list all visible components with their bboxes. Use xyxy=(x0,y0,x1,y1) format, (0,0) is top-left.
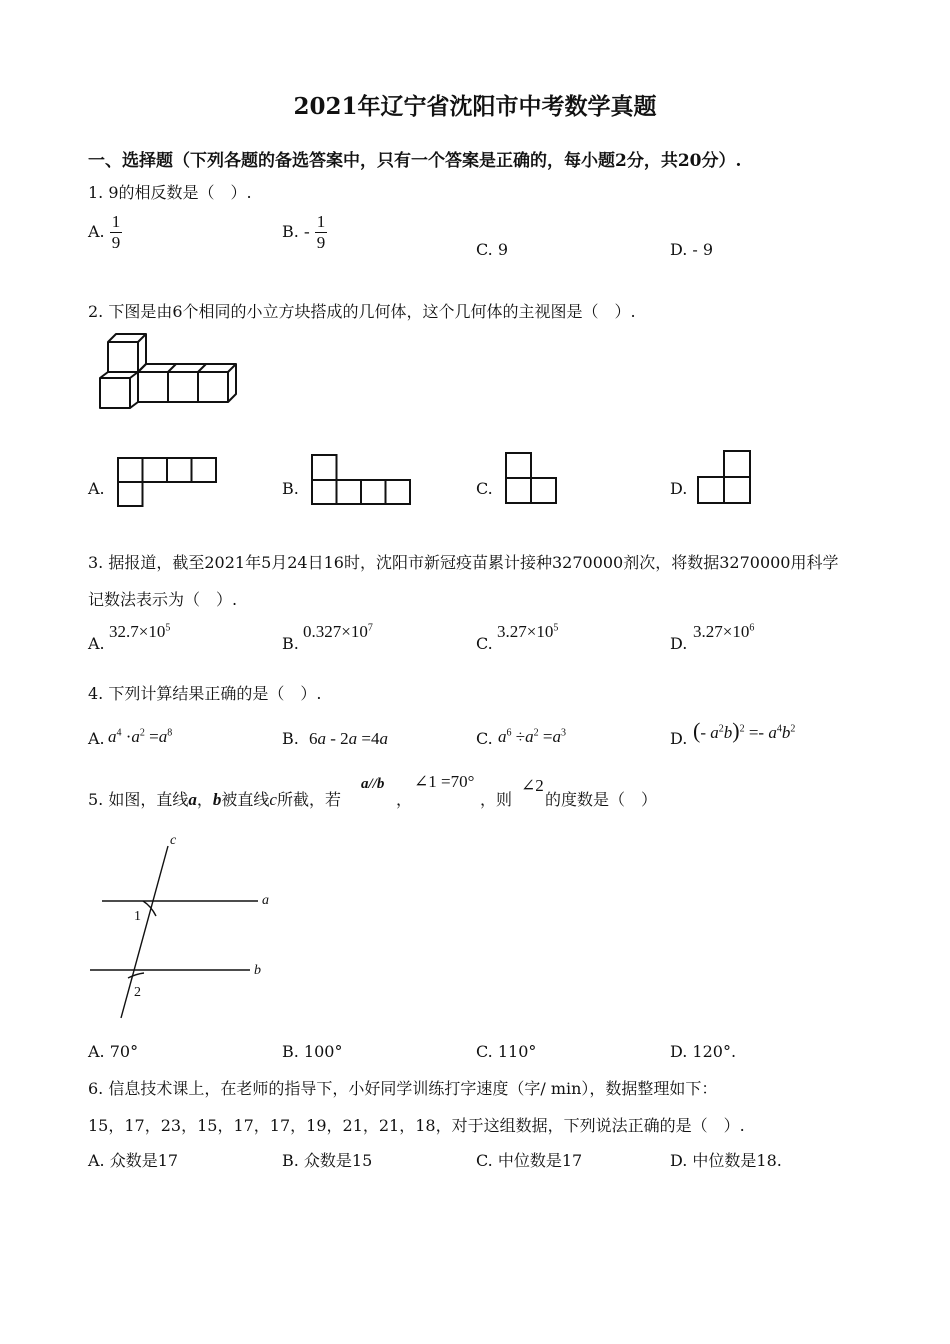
numerator: 1 xyxy=(111,212,121,231)
q6-option-b: B. 众数是15 xyxy=(282,1151,373,1170)
q3-option-a-expr xyxy=(109,622,170,642)
numerator: 1 xyxy=(316,212,326,231)
line-c: c xyxy=(269,790,277,809)
q3-stem-line1: 3. 据报道，截至2021年5月24日16时，沈阳市新冠疫苗累计接种3270000剂次，将数据3270000用科学 xyxy=(88,553,839,572)
mantissa: 0.327×10 xyxy=(303,622,368,641)
fraction xyxy=(315,212,328,253)
q4-option-c-label: C. xyxy=(476,729,493,748)
comma: ， xyxy=(196,790,213,809)
q2-option-d-figure xyxy=(697,450,752,505)
fig-label-c: c xyxy=(170,833,177,848)
q2-option-b-figure xyxy=(311,454,412,505)
q3-option-d-label: D. xyxy=(670,634,688,653)
q6-stem-line1: 6. 信息技术课上，在老师的指导下，小好同学训练打字速度（字/ min），数据整理如下： xyxy=(88,1079,718,1098)
q2-option-d-label: D. xyxy=(670,479,688,498)
q5-option-c: C. 110° xyxy=(476,1042,537,1061)
q2-stem: 2. 下图是由6个相同的小立方块搭成的几何体，这个几何体的主视图是（ ）. xyxy=(88,302,636,321)
q3-option-c-expr xyxy=(497,622,558,642)
q1-option-a xyxy=(88,212,122,253)
q5-comma: ， xyxy=(396,790,413,809)
q4-option-b-expr: 6a - 2a =4a xyxy=(309,729,389,748)
q3-option-b-label: B. xyxy=(282,634,299,653)
exponent: 5 xyxy=(165,622,171,634)
q3-option-d-expr xyxy=(693,622,754,642)
mantissa: 3.27×10 xyxy=(693,622,750,641)
q3-option-a-label: A. xyxy=(88,634,105,653)
fraction xyxy=(110,212,123,253)
denominator: 9 xyxy=(316,233,326,252)
q4-stem: 4. 下列计算结果正确的是（ ）. xyxy=(88,684,322,703)
fig-label-1: 1 xyxy=(134,909,141,924)
line-a: a xyxy=(188,790,197,809)
q5-option-a: A. 70° xyxy=(88,1042,139,1061)
minus-sign: - xyxy=(303,222,310,241)
q2-option-c-label: C. xyxy=(476,479,493,498)
parallel-lines-figure xyxy=(86,828,286,1028)
q3-option-b-expr xyxy=(303,622,373,642)
fig-label-2: 2 xyxy=(134,985,141,1000)
q1-option-b xyxy=(282,212,327,253)
option-label: B. xyxy=(282,222,299,241)
q2-option-b-label: B. xyxy=(282,479,299,498)
q1-option-d: D. - 9 xyxy=(670,240,714,259)
q3-stem-line2: 记数法表示为（ ）. xyxy=(88,590,238,609)
q1-stem: 1. 9的相反数是（ ）. xyxy=(88,183,252,202)
stem-text: 被直线 xyxy=(221,790,270,809)
q5-stem-end: 的度数是（ ） xyxy=(545,790,658,809)
section-heading: 一、选择题（下列各题的备选答案中，只有一个答案是正确的，每小题2分，共20分）. xyxy=(88,151,742,171)
q1-option-c: C. 9 xyxy=(476,240,509,259)
q5-condition-parallel: a//b xyxy=(361,776,385,792)
option-label: A. xyxy=(88,222,105,241)
exponent: 6 xyxy=(749,622,755,634)
q2-option-c-figure xyxy=(505,452,558,505)
q4-option-c-expr: $a^6 \div a^2 =a^3$ xyxy=(498,727,566,746)
q5-option-b: B. 100° xyxy=(282,1042,343,1061)
q4-option-d-label: D. xyxy=(670,729,688,748)
q5-stem xyxy=(88,787,341,810)
q6-option-d: D. 中位数是18. xyxy=(670,1151,782,1170)
q4-option-b-label: B. xyxy=(282,729,299,748)
q5-angle2: ∠2 xyxy=(521,776,544,795)
fig-label-b: b xyxy=(254,963,261,978)
q5-then: ，则 xyxy=(480,790,513,809)
cube-solid-figure xyxy=(96,334,246,414)
q2-option-a-figure xyxy=(117,457,217,507)
q5-option-d: D. 120°. xyxy=(670,1042,737,1061)
q3-option-c-label: C. xyxy=(476,634,493,653)
stem-text: 5. 如图，直线 xyxy=(88,790,189,809)
exponent: 5 xyxy=(553,622,559,634)
fig-label-a: a xyxy=(262,893,269,908)
mantissa: 32.7×10 xyxy=(109,622,166,641)
denominator: 9 xyxy=(111,233,121,252)
q4-option-d-expr: (- $a^2b)^2 =- a^4b^2$ xyxy=(693,718,796,743)
q4-option-a-label: A. xyxy=(88,729,105,748)
q5-condition-angle: ∠1 =70° xyxy=(414,772,475,791)
q2-option-a-label: A. xyxy=(88,479,105,498)
stem-text: 所截，若 xyxy=(276,790,341,809)
line-b: b xyxy=(212,790,222,809)
q6-option-c: C. 中位数是17 xyxy=(476,1151,583,1170)
q6-stem-line2: 15，17，23，15，17，17，19，21，21，18，对于这组数据，下列说法正确的是（ ）. xyxy=(88,1116,745,1135)
page-title: 2021年辽宁省沈阳市中考数学真题 xyxy=(293,93,657,120)
exponent: 7 xyxy=(367,622,373,634)
q6-option-a: A. 众数是17 xyxy=(88,1151,179,1170)
q4-option-a-expr: $a^4 \cdot a^2 =a^8$ xyxy=(108,727,173,746)
mantissa: 3.27×10 xyxy=(497,622,554,641)
